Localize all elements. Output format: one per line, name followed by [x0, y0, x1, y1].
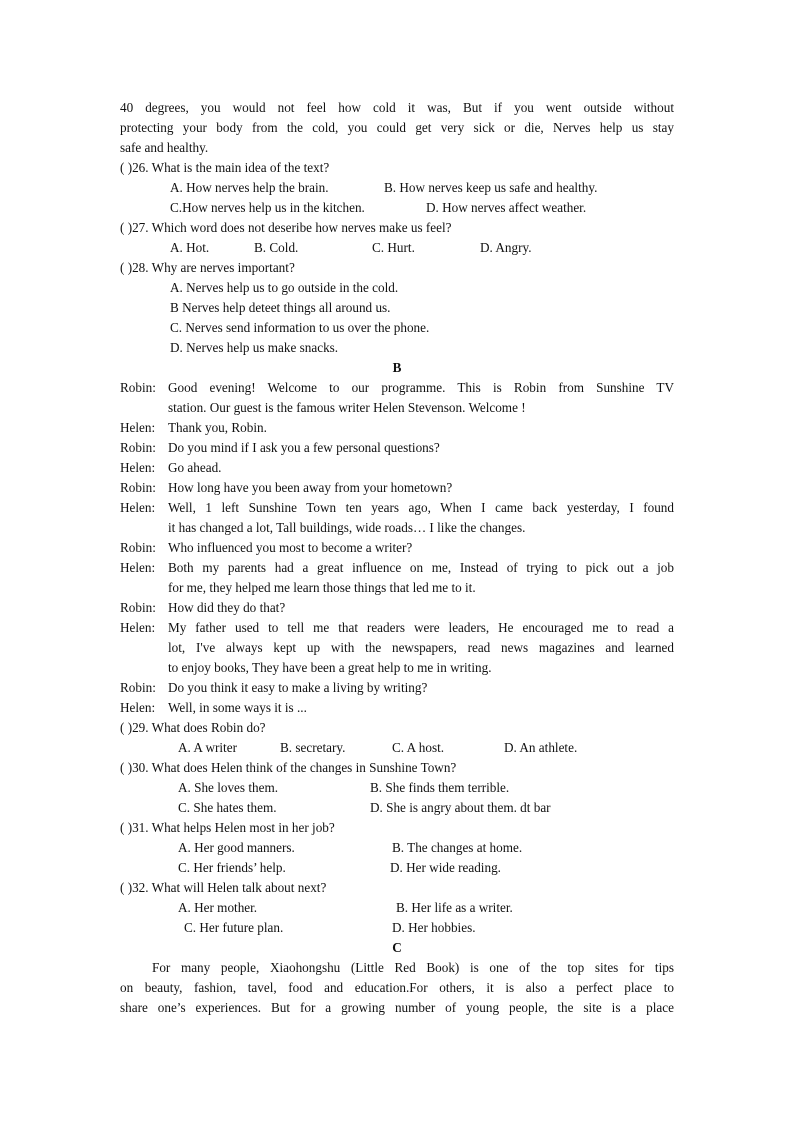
speaker-label: Helen:: [120, 620, 156, 635]
q28-option-b: B Nerves help deteet things all around us.: [170, 300, 391, 315]
question-27: ( )27. Which word does not deseribe how nerves make us feel?: [120, 220, 452, 235]
q29-option-a: A. A writer: [178, 740, 237, 755]
q32-option-b: B. Her life as a writer.: [396, 900, 513, 915]
question-31: ( )31. What helps Helen most in her job?: [120, 820, 335, 835]
q32-options-row2: [120, 918, 674, 938]
question-30: ( )30. What does Helen think of the changes in Sunshine Town?: [120, 760, 457, 775]
q27-option-d: D. Angry.: [480, 240, 532, 255]
dialogue-line: [120, 558, 674, 578]
q27-option-c: C. Hurt.: [372, 240, 415, 255]
q32-option-c: C. Her future plan.: [184, 920, 284, 935]
speech-text: Both my parents had a great influence on me, Instead of trying to pick out a job: [168, 560, 674, 575]
q30-option-c: C. She hates them.: [178, 800, 277, 815]
q32-option-a: A. Her mother.: [178, 900, 258, 915]
question-28: ( )28. Why are nerves important?: [120, 260, 295, 275]
speech-text: Do you mind if I ask you a few personal questions?: [168, 440, 440, 455]
speech-text: station. Our guest is the famous writer Helen Stevenson. Welcome !: [168, 400, 526, 415]
q27-options-row: [120, 238, 674, 258]
q31-option-c: C. Her friends’ help.: [178, 860, 286, 875]
speaker-label: Helen:: [120, 500, 156, 515]
speech-text: How long have you been away from your hometown?: [168, 480, 453, 495]
speech-text: lot, I've always kept up with the newspapers, read news magazines and learned: [168, 640, 674, 655]
q30-option-d: D. She is angry about them. dt bar: [370, 800, 551, 815]
q28-option-a: A. Nerves help us to go outside in the cold.: [170, 280, 399, 295]
dialogue: [120, 378, 674, 718]
dialogue-line: [120, 618, 674, 638]
passage-c-line: For many people, Xiaohongshu (Little Red Book) is one of the top sites for tips: [152, 960, 674, 975]
q31-option-a: A. Her good manners.: [178, 840, 295, 855]
q26-option-b: B. How nerves keep us safe and healthy.: [384, 180, 598, 195]
q26-option-a: A. How nerves help the brain.: [170, 180, 329, 195]
passage-a-line: 40 degrees, you would not feel how cold it was, But if you went outside without: [120, 100, 674, 115]
q31-options-row1: [120, 838, 674, 858]
section-b-heading: B: [392, 360, 402, 375]
q29-option-c: C. A host.: [392, 740, 445, 755]
speaker-label: Robin:: [120, 440, 156, 455]
speaker-label: Helen:: [120, 420, 156, 435]
q29-option-b: B. secretary.: [280, 740, 346, 755]
speaker-label: Robin:: [120, 380, 156, 395]
q27-option-b: B. Cold.: [254, 240, 299, 255]
question-26: ( )26. What is the main idea of the text?: [120, 160, 330, 175]
speech-text: How did they do that?: [168, 600, 286, 615]
speaker-label: Robin:: [120, 480, 156, 495]
speech-text: to enjoy books, They have been a great help to me in writing.: [168, 660, 492, 675]
q26-options-row1: [120, 178, 674, 198]
passage-a-line: safe and healthy.: [120, 140, 209, 155]
passage-c-line: share one’s experiences. But for a growing number of young people, the site is a place: [120, 1000, 674, 1015]
speech-text: Go ahead.: [168, 460, 222, 475]
dialogue-line: [120, 598, 674, 618]
q26-options-row2: [120, 198, 674, 218]
q30-option-b: B. She finds them terrible.: [370, 780, 510, 795]
q27-option-a: A. Hot.: [170, 240, 210, 255]
exam-page: [120, 98, 674, 1018]
q32-options-row1: [120, 898, 674, 918]
speech-text: Who influenced you most to become a writer?: [168, 540, 413, 555]
speaker-label: Helen:: [120, 700, 156, 715]
speech-text: Well, 1 left Sunshine Town ten years ago, When I came back yesterday, I found: [168, 500, 674, 515]
q31-option-b: B. The changes at home.: [392, 840, 523, 855]
speaker-label: Helen:: [120, 460, 156, 475]
speech-text: Well, in some ways it is ...: [168, 700, 307, 715]
passage-c-line: on beauty, fashion, tavel, food and education.For others, it is also a perfect place to: [120, 980, 674, 995]
dialogue-line: [120, 698, 674, 718]
dialogue-line: [120, 418, 674, 438]
dialogue-line: [120, 458, 674, 478]
speech-text: Thank you, Robin.: [168, 420, 267, 435]
q30-options-row1: [120, 778, 674, 798]
speech-text: Good evening! Welcome to our programme. This is Robin from Sunshine TV: [168, 380, 674, 395]
q30-option-a: A. She loves them.: [178, 780, 278, 795]
q26-option-c: C.How nerves help us in the kitchen.: [170, 200, 365, 215]
q28-option-d: D. Nerves help us make snacks.: [170, 340, 339, 355]
speech-text: for me, they helped me learn those things that led me to it.: [168, 580, 476, 595]
speech-text: My father used to tell me that readers were leaders, He encouraged me to read a: [168, 620, 674, 635]
speaker-label: Robin:: [120, 600, 156, 615]
q31-option-d: D. Her wide reading.: [390, 860, 501, 875]
speech-text: it has changed a lot, Tall buildings, wide roads… I like the changes.: [168, 520, 526, 535]
q29-option-d: D. An athlete.: [504, 740, 578, 755]
dialogue-line: [120, 378, 674, 398]
question-29: ( )29. What does Robin do?: [120, 720, 266, 735]
q32-option-d: D. Her hobbies.: [392, 920, 476, 935]
passage-a-line: protecting your body from the cold, you could get very sick or die, Nerves help us stay: [120, 120, 674, 135]
dialogue-line: [120, 478, 674, 498]
q31-options-row2: [120, 858, 674, 878]
dialogue-line: [120, 498, 674, 518]
speaker-label: Robin:: [120, 540, 156, 555]
q30-options-row2: [120, 798, 674, 818]
speaker-label: Helen:: [120, 560, 156, 575]
dialogue-line: [120, 678, 674, 698]
section-c-heading: C: [392, 940, 402, 955]
dialogue-line: [120, 438, 674, 458]
q26-option-d: D. How nerves affect weather.: [426, 200, 587, 215]
speaker-label: Robin:: [120, 680, 156, 695]
q29-options-row: [120, 738, 674, 758]
question-32: ( )32. What will Helen talk about next?: [120, 880, 327, 895]
dialogue-line: [120, 538, 674, 558]
q28-option-c: C. Nerves send information to us over the phone.: [170, 320, 430, 335]
speech-text: Do you think it easy to make a living by writing?: [168, 680, 428, 695]
